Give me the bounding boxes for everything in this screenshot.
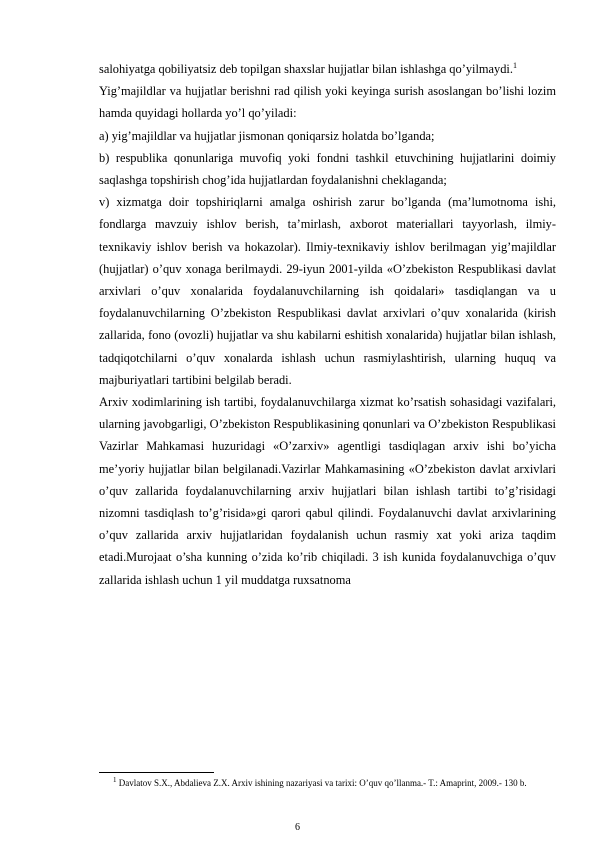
- footnote-divider: [99, 772, 214, 773]
- footnote-reference: 1: [512, 60, 517, 70]
- paragraph-4: b) respublika qonunlariga muvofiq yoki fondni tashkil etuvchining hujjatlarini doimiy saqlashga topshirish chog’ida hujjatlardan foydalanishni cheklaganda;: [99, 150, 556, 188]
- paragraph-3: a) yig’majildlar va hujjatlar jismonan qoniqarsiz holatda bo’lganda;: [99, 128, 435, 143]
- footnote: [99, 776, 556, 790]
- footnote-mark: 1: [113, 776, 117, 784]
- page-number: 6: [295, 822, 300, 833]
- paragraph-5: v) xizmatga doir topshiriqlarni amalga oshirish zarur bo’lganda (ma’lumotnoma ishi, fondlarga mavzuiy ishlov berish, ta’mirlash, axborot materiallari tayyorlash, ilmiy-texnikaviy ishlov berish va hokazolar). Ilmiy-texnikaviy ishlov berilmagan yig’majildlar (hujjatlar) o’quv xonaga berilmaydi. 29-iyun 2001-yilda «O’zbekiston Respublikasi davlat arxivlari o’quv xonalarida foydalanuvchilarning ish qoidalari» tasdiqlangan va u foydalanuvchilarning O’zbekiston Respublikasi davlat arxivlari o’quv xonalarida (kirish zallarida, fono (ovozli) hujjatlar va shu kabilarni eshitish xonalarida) hujjatlar bilan ishlash, tadqiqotchilarni o’quv xonalarda ishlash uchun rasmiylashtirish, ularning huquq va majburiyatlari tartibini belgilab beradi.: [99, 195, 556, 387]
- paragraph-1-text: salohiyatga qobiliyatsiz deb topilgan shaxslar hujjatlar bilan ishlashga qo’yilmaydi.: [99, 62, 513, 76]
- paragraph-1: [99, 58, 556, 80]
- paragraph-2: Yig’majildlar va hujjatlar berishni rad qilish yoki keyinga surish asoslangan bo’lishi lozim hamda quyidagi hollarda yo’l qo’yiladi:: [99, 84, 556, 121]
- footnote-text: Davlatov S.X., Abdalieva Z.X. Arxiv ishining nazariyasi va tarixi: O’quv qo’llanma.- T.: Amaprint, 2009.- 130 b.: [118, 778, 527, 788]
- paragraph-6: Arxiv xodimlarining ish tartibi, foydalanuvchilarga xizmat ko’rsatish sohasidagi vazifalari, ularning javobgarligi, O’zbekiston Respublikasining qonunlari va O’zbekiston Respublikasi Vazirlar Mahkamasi huzuridagi «O’zarxiv» agentligi tasdiqlagan arxiv ishi bo’yicha me’yoriy hujjatlar bilan belgilanadi.Vazirlar Mahkamasining «O’zbekiston davlat arxivlari o’quv zallarida foydalanuvchilarning arxiv hujjatlari bilan ishlash tartibi to’g’risidagi nizomni tasdiqlash to’g’risida»gi qarori qabul qilindi. Foydalanuvchi davlat arxivlarining o’quv zallarida arxiv hujjatlaridan foydalanish uchun rasmiy xat yoki ariza taqdim etadi.Murojaat o’sha kunning o’zida ko’rib chiqiladi. 3 ish kunida foydalanuvchiga o’quv zallarida ishlash uchun 1 yil muddatga ruxsatnoma: [99, 395, 556, 587]
- body-text: [99, 58, 556, 591]
